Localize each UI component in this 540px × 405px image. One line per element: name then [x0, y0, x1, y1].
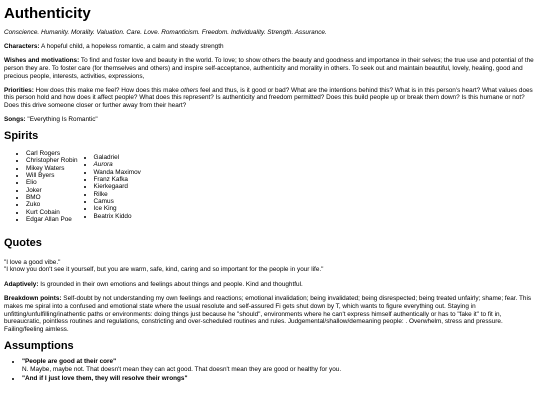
spirit-item: • Aurora	[94, 161, 141, 168]
spirit-item: • Carl Rogers	[26, 150, 78, 157]
quote-line: "I know you don't see it yourself, but you are warm, safe, kind, caring and so important for the people in your life."	[4, 266, 324, 274]
tagline: Conscience. Humanity. Morality. Valuation. Care. Love. Romanticism. Freedom. Individuality. Strength. Assurance.	[4, 28, 327, 36]
spirits-list-1	[12, 150, 78, 224]
priorities-emphasis: others	[180, 86, 199, 94]
spirit-item: • Mikey Waters	[26, 165, 78, 172]
spirit-item: • Galadriel	[94, 154, 141, 161]
characters-label: Characters:	[4, 43, 40, 51]
priorities-text-2: feel and thus, is it good or bad? What are the intentions behind this? What is in this person's heart? What values does this person hold and how does it affect people? What does this represent? Is authenticity and freedom permitted? Does this build people up or break them down? Is this humane or not? Does this drive someone closer or further away from their heart?	[4, 86, 533, 110]
spirit-item: • Franz Kafka	[94, 176, 141, 183]
spirit-item: • Elio	[26, 179, 78, 186]
characters-paragraph	[4, 43, 536, 51]
adaptively-paragraph	[4, 281, 536, 289]
spirit-item: • Edgar Allan Poe	[26, 216, 78, 223]
breakdown-text: Self-doubt by not understanding my own feelings and reactions; emotional invalidation; being invalidated; being disrespected; being treated unfairly; shame; fear. This makes me spiral into a confused and emotional state where the usual resolute and self-assured Fi gets shut down by T, which wants to figure everything out. Staying in unfitting/unfulfilling/inathentic paths or environments: doing things just because he "should", environments where he can't express himself authentically or has to "fake it" to fit in, bureaucratic, pointless routines and regulations, constricting and over-scheduled routines and rules. Judgemental/shallow/demeaning people: . Overwhelm, stress and pressure. Failing/feeling aimless.	[4, 295, 532, 334]
priorities-label: Priorities:	[4, 86, 34, 94]
spirits-lists	[12, 150, 536, 224]
spirits-heading: Spirits	[4, 129, 39, 142]
assumptions-heading: Assumptions	[4, 340, 74, 353]
spirit-item: • Zuko	[26, 201, 78, 208]
breakdown-label: Breakdown points:	[4, 295, 62, 303]
assumption-title: "And if I just love them, they will resolve their wrongs"	[22, 374, 188, 382]
songs-label: Songs:	[4, 116, 26, 123]
spirit-item: • Joker	[26, 187, 78, 194]
spirit-item: • Ice King	[94, 205, 141, 212]
assumption-item	[22, 375, 536, 383]
songs-text: "Everything Is Romantic"	[25, 116, 98, 123]
page-title: Authenticity	[4, 5, 91, 22]
adaptively-label: Adaptively:	[4, 281, 39, 289]
priorities-paragraph	[4, 87, 536, 110]
spirit-item: • Will Byers	[26, 172, 78, 179]
assumption-title: "People are good at their core"	[22, 358, 117, 366]
priorities-text-1: How does this make me feel? How does this make	[33, 86, 181, 94]
spirit-item: • Camus	[94, 198, 141, 205]
spirit-item: • Kurt Cobain	[26, 209, 78, 216]
spirit-item: • Rilke	[94, 191, 141, 198]
spirit-item: • Christopher Robin	[26, 157, 78, 164]
characters-text: A hopeful child, a hopeless romantic, a calm and steady strength	[39, 43, 224, 51]
quote-line: "I love a good vibe."	[4, 258, 61, 266]
adaptively-text: Is grounded in their own emotions and feelings about things and people. Kind and thoughtful.	[38, 281, 303, 289]
spirit-item: • Kierkegaard	[94, 183, 141, 190]
songs-paragraph	[4, 116, 536, 124]
breakdown-paragraph	[4, 295, 536, 334]
quotes-block	[4, 259, 536, 275]
spirits-list-2	[80, 154, 141, 220]
spirit-item: • BMO	[26, 194, 78, 201]
assumption-item	[22, 358, 536, 373]
spirit-item: • Wanda Maximov	[94, 169, 141, 176]
assumption-text: N. Maybe, maybe not. That doesn't mean they can act good. That doesn't mean they are good or healthy for you.	[22, 365, 342, 373]
wishes-paragraph	[4, 57, 536, 80]
assumptions-list	[4, 358, 536, 382]
spirit-item: • Beatrix Kiddo	[94, 213, 141, 220]
quotes-heading: Quotes	[4, 236, 42, 249]
wishes-text: To find and foster love and beauty in the world. To love; to show others the beauty and goodness and importance in their selves; the true use and potential of the person they are. To foster care (for themselves and others) and inspire self-acceptance, authenticity and morality in others. To seek out and maintain beautiful, lovely, healing, good and precious people, interests, activities, expressions,	[4, 57, 534, 80]
wishes-label: Wishes and motivations:	[4, 57, 80, 65]
